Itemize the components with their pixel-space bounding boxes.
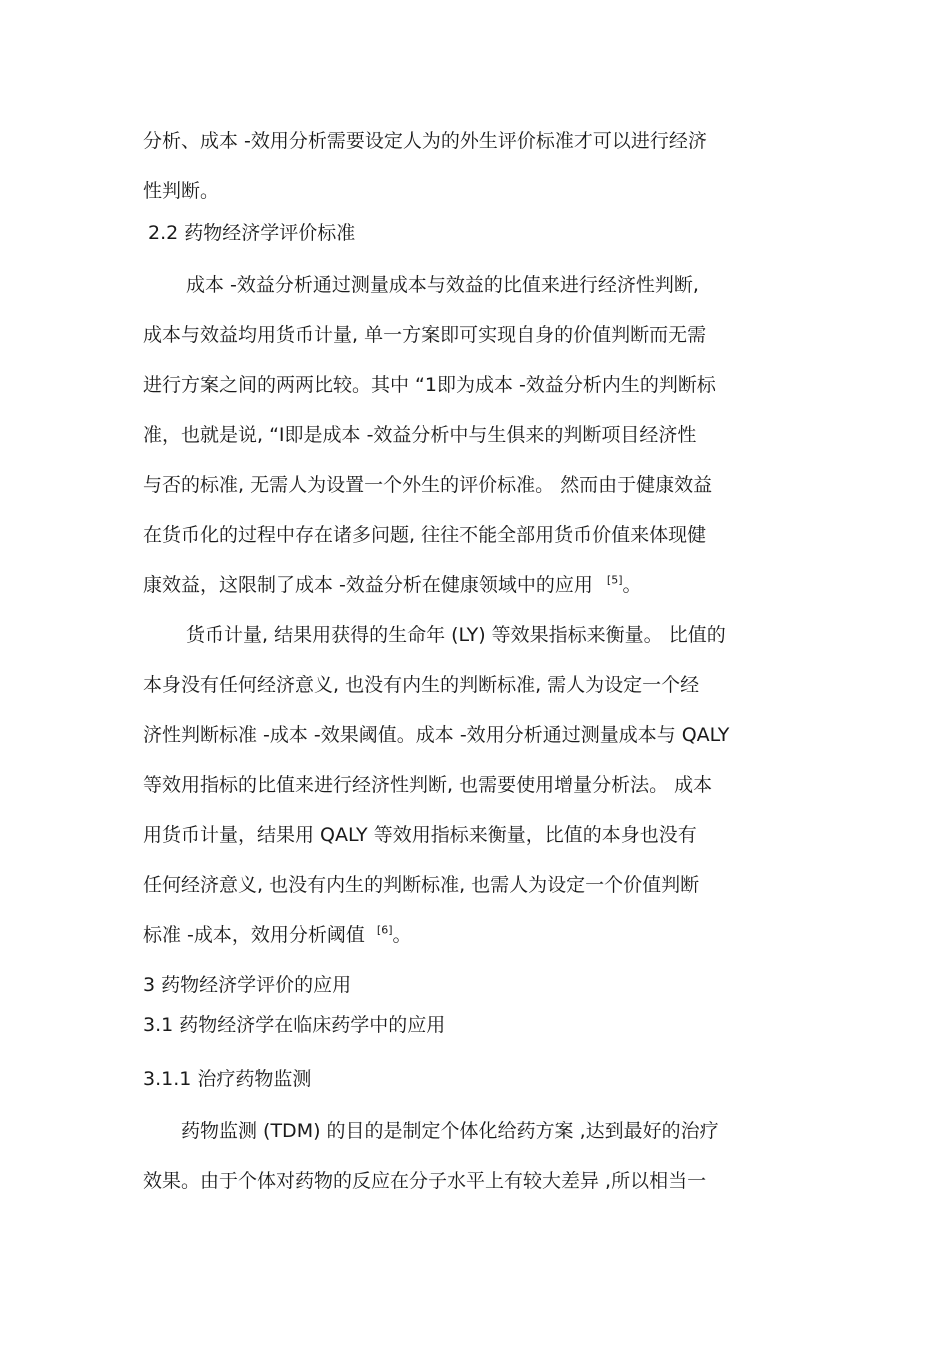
paragraph-line: 在货币化的过程中存在诸多问题, 往往不能全部用货币价值来体现健 [143,524,707,546]
paragraph-line: 与否的标准, 无需人为设置一个外生的评价标准。 然而由于健康效益 [143,474,713,496]
paragraph-line-with-citation [143,572,642,598]
paragraph-text: 标准 -成本，效用分析阈值 [143,924,365,946]
citation-ref: [5] [606,573,623,587]
paragraph-line: 等效用指标的比值来进行经济性判断, 也需要使用增量分析法。 成本 [143,774,713,796]
paragraph-end: 。 [392,924,412,946]
paragraph-end: 。 [622,574,642,596]
paragraph-line: 效果。由于个体对药物的反应在分子水平上有较大差异 ,所以相当一 [143,1170,707,1192]
paragraph-line: 货币计量, 结果用获得的生命年 (LY) 等效果指标来衡量。 比值的 [186,624,726,646]
paragraph-line: 成本 -效益分析通过测量成本与效益的比值来进行经济性判断, [186,274,699,296]
section-3-1-1-title: 3.1.1 治疗药物监测 [143,1068,312,1090]
paragraph-line-with-citation [143,922,412,948]
section-3-title: 3 药物经济学评价的应用 [143,974,352,996]
paragraph-line: 成本与效益均用货币计量, 单一方案即可实现自身的价值判断而无需 [143,324,707,346]
section-3-1-title: 3.1 药物经济学在临床药学中的应用 [143,1014,446,1036]
paragraph-line: 任何经济意义, 也没有内生的判断标准, 也需人为设定一个价值判断 [143,874,700,896]
paragraph-line: 药物监测 (TDM) 的目的是制定个体化给药方案 ,达到最好的治疗 [181,1120,719,1142]
paragraph-line: 用货币计量，结果用 QALY 等效用指标来衡量，比值的本身也没有 [143,824,697,846]
paragraph-line: 准，也就是说, “I即是成本 -效益分析中与生俱来的判断项目经济性 [143,424,697,446]
citation-ref: [6] [376,923,393,937]
paragraph-line: 济性判断标准 -成本 -效果阈值。成本 -效用分析通过测量成本与 QALY [143,724,730,746]
paragraph-line: 本身没有任何经济意义, 也没有内生的判断标准, 需人为设定一个经 [143,674,700,696]
paragraph-line: 进行方案之间的两两比较。其中 “1即为成本 -效益分析内生的判断标 [143,374,716,396]
intro-line-2: 性判断。 [143,180,220,202]
section-2-2-title: 2.2 药物经济学评价标准 [148,222,356,244]
paragraph-text: 康效益，这限制了成本 -效益分析在健康领域中的应用 [143,574,593,596]
intro-line-1: 分析、成本 -效用分析需要设定人为的外生评价标准才可以进行经济 [143,130,707,152]
